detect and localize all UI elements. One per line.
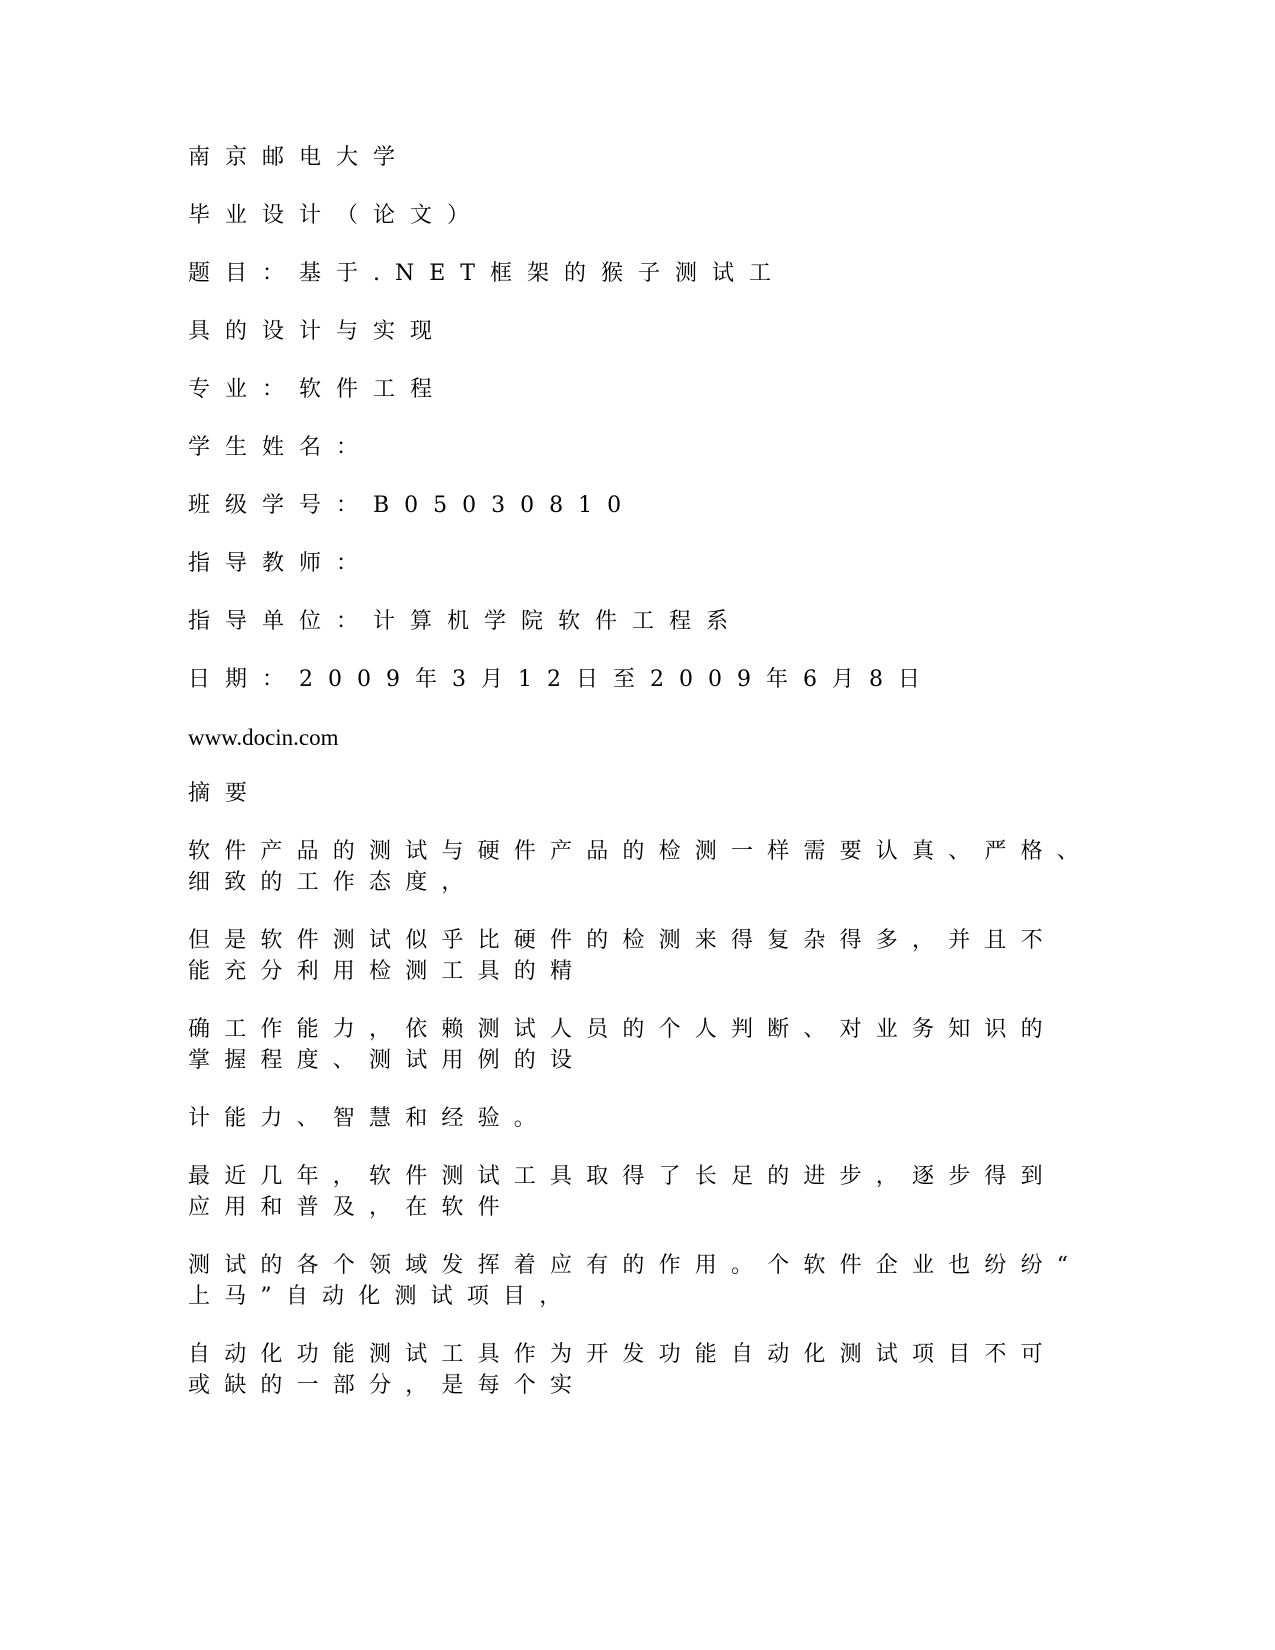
paragraph-line: 上马”自动化测试项目， (188, 1284, 576, 1309)
paragraph-line: 确工作能力，依赖测试人员的个人判断、对业务知识的 (188, 1017, 1057, 1042)
paragraph-line: 自动化功能测试工具作为开发功能自动化测试项目不可 (188, 1342, 1057, 1367)
abstract-heading: 摘要 (188, 781, 263, 806)
paragraph-line: 软件产品的测试与硬件产品的检测一样需要认真、严格、 (188, 839, 1094, 864)
abstract-paragraph (188, 836, 1093, 898)
paragraph-line: 掌握程度、测试用例的设 (188, 1048, 587, 1073)
unit-field: 指导单位：计算机学院软件工程系 (188, 609, 744, 634)
class-id-field: 班级学号：B05030810 (188, 493, 637, 518)
major-field: 专业：软件工程 (188, 377, 448, 402)
paragraph-line: 最近几年，软件测试工具取得了长足的进步，逐步得到 (188, 1164, 1057, 1189)
paragraph-line: 或缺的一部分，是每个实 (188, 1373, 587, 1398)
date-field: 日期：2009年3月12日至2009年6月8日 (188, 667, 935, 692)
document-type: 毕业设计（论文） (188, 203, 485, 228)
abstract-paragraph (188, 925, 1057, 987)
university-name: 南京邮电大学 (188, 145, 411, 170)
abstract-paragraph (188, 1161, 1057, 1223)
abstract-paragraph (188, 1014, 1057, 1076)
paragraph-line: 但是软件测试似乎比硬件的检测来得复杂得多，并且不 (188, 928, 1057, 953)
advisor-field: 指导教师： (188, 551, 374, 576)
student-name-field: 学生姓名： (188, 435, 374, 460)
thesis-title-line-2: 具的设计与实现 (188, 319, 448, 344)
abstract-paragraph (188, 1103, 550, 1134)
abstract-paragraph (188, 1250, 1082, 1312)
paragraph-line: 应用和普及，在软件 (188, 1195, 514, 1220)
abstract-paragraph (188, 1339, 1057, 1401)
paragraph-line: 测试的各个领域发挥着应有的作用。个软件企业也纷纷“ (188, 1253, 1083, 1278)
watermark-text: www.docin.com (188, 725, 339, 750)
paragraph-line: 细致的工作态度， (188, 870, 478, 895)
paragraph-line: 能充分利用检测工具的精 (188, 959, 587, 984)
thesis-title-line-1: 题目：基于.NET框架的猴子测试工 (188, 261, 786, 286)
paragraph-line: 计能力、智慧和经验。 (188, 1106, 551, 1131)
